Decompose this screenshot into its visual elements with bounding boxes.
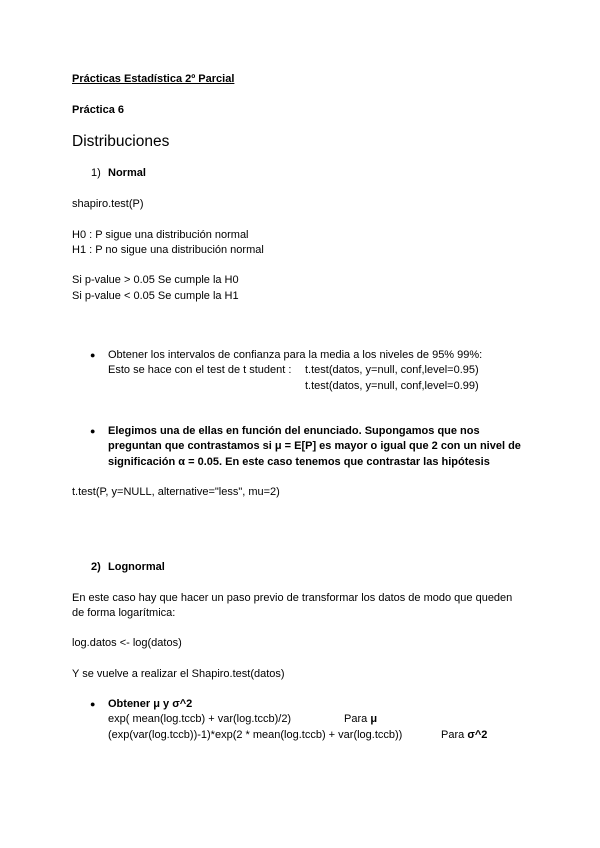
bullet3-title: Obtener μ y σ^2: [108, 698, 193, 710]
lognormal-intro-2: de forma logarítmica:: [72, 607, 176, 619]
shapiro-code: shapiro.test(P): [72, 198, 144, 210]
bullet-dot: ●: [90, 426, 96, 436]
formula-mu: exp( mean(log.tccb) + var(log.tccb)/2): [108, 713, 292, 725]
log-transform-code: log.datos <- log(datos): [72, 637, 182, 649]
para-mu-label: [344, 713, 377, 726]
bullet-dot: ●: [90, 350, 96, 360]
bullet2-text-2: preguntan que contrastamos si μ = E[P] es mayor o igual que 2 con un nivel de: [108, 440, 521, 452]
para-label: Para: [344, 713, 368, 725]
section-1-number: 1): [91, 167, 101, 179]
section-2-heading: Lognormal: [108, 561, 165, 573]
formula-sigma: (exp(var(log.tccb))-1)*exp(2 * mean(log.tccb) + var(log.tccb)): [108, 729, 403, 741]
section-1-heading: Normal: [108, 167, 146, 179]
para-label: Para: [441, 729, 465, 741]
mu-symbol: μ: [370, 713, 378, 725]
rule-pvalue-less: Si p-value < 0.05 Se cumple la H1: [72, 290, 239, 302]
ttest-99-code: t.test(datos, y=null, conf,level=0.99): [305, 380, 479, 392]
practice-number: Práctica 6: [72, 104, 124, 116]
shapiro-again-text: Y se vuelve a realizar el Shapiro.test(datos): [72, 668, 285, 680]
ttest-95-code: t.test(datos, y=null, conf,level=0.95): [305, 364, 479, 376]
bullet-dot: ●: [90, 699, 96, 709]
bullet2-text-3: significación α = 0.05. En este caso tenemos que contrastar las hipótesis: [108, 456, 490, 468]
section-2-number: 2): [91, 561, 101, 573]
bullet1-text-2: Esto se hace con el test de t student :: [108, 364, 292, 376]
para-sigma-label: [441, 729, 487, 742]
hypothesis-h0: H0 : P sigue una distribución normal: [72, 229, 249, 241]
bullet1-text: Obtener los intervalos de confianza para la media a los niveles de 95% 99%:: [108, 349, 483, 361]
bullet2-text-1: Elegimos una de ellas en función del enunciado. Supongamos que nos: [108, 425, 480, 437]
hypothesis-h1: H1 : P no sigue una distribución normal: [72, 244, 264, 256]
lognormal-intro-1: En este caso hay que hacer un paso previo de transformar los datos de modo que queden: [72, 592, 513, 604]
ttest-less-code: t.test(P, y=NULL, alternative="less", mu=2): [72, 486, 280, 498]
section-title: Distribuciones: [72, 133, 170, 150]
sigma-symbol: σ^2: [467, 729, 488, 741]
rule-pvalue-greater: Si p-value > 0.05 Se cumple la H0: [72, 274, 239, 286]
document-header-title: Prácticas Estadística 2º Parcial: [72, 73, 235, 85]
